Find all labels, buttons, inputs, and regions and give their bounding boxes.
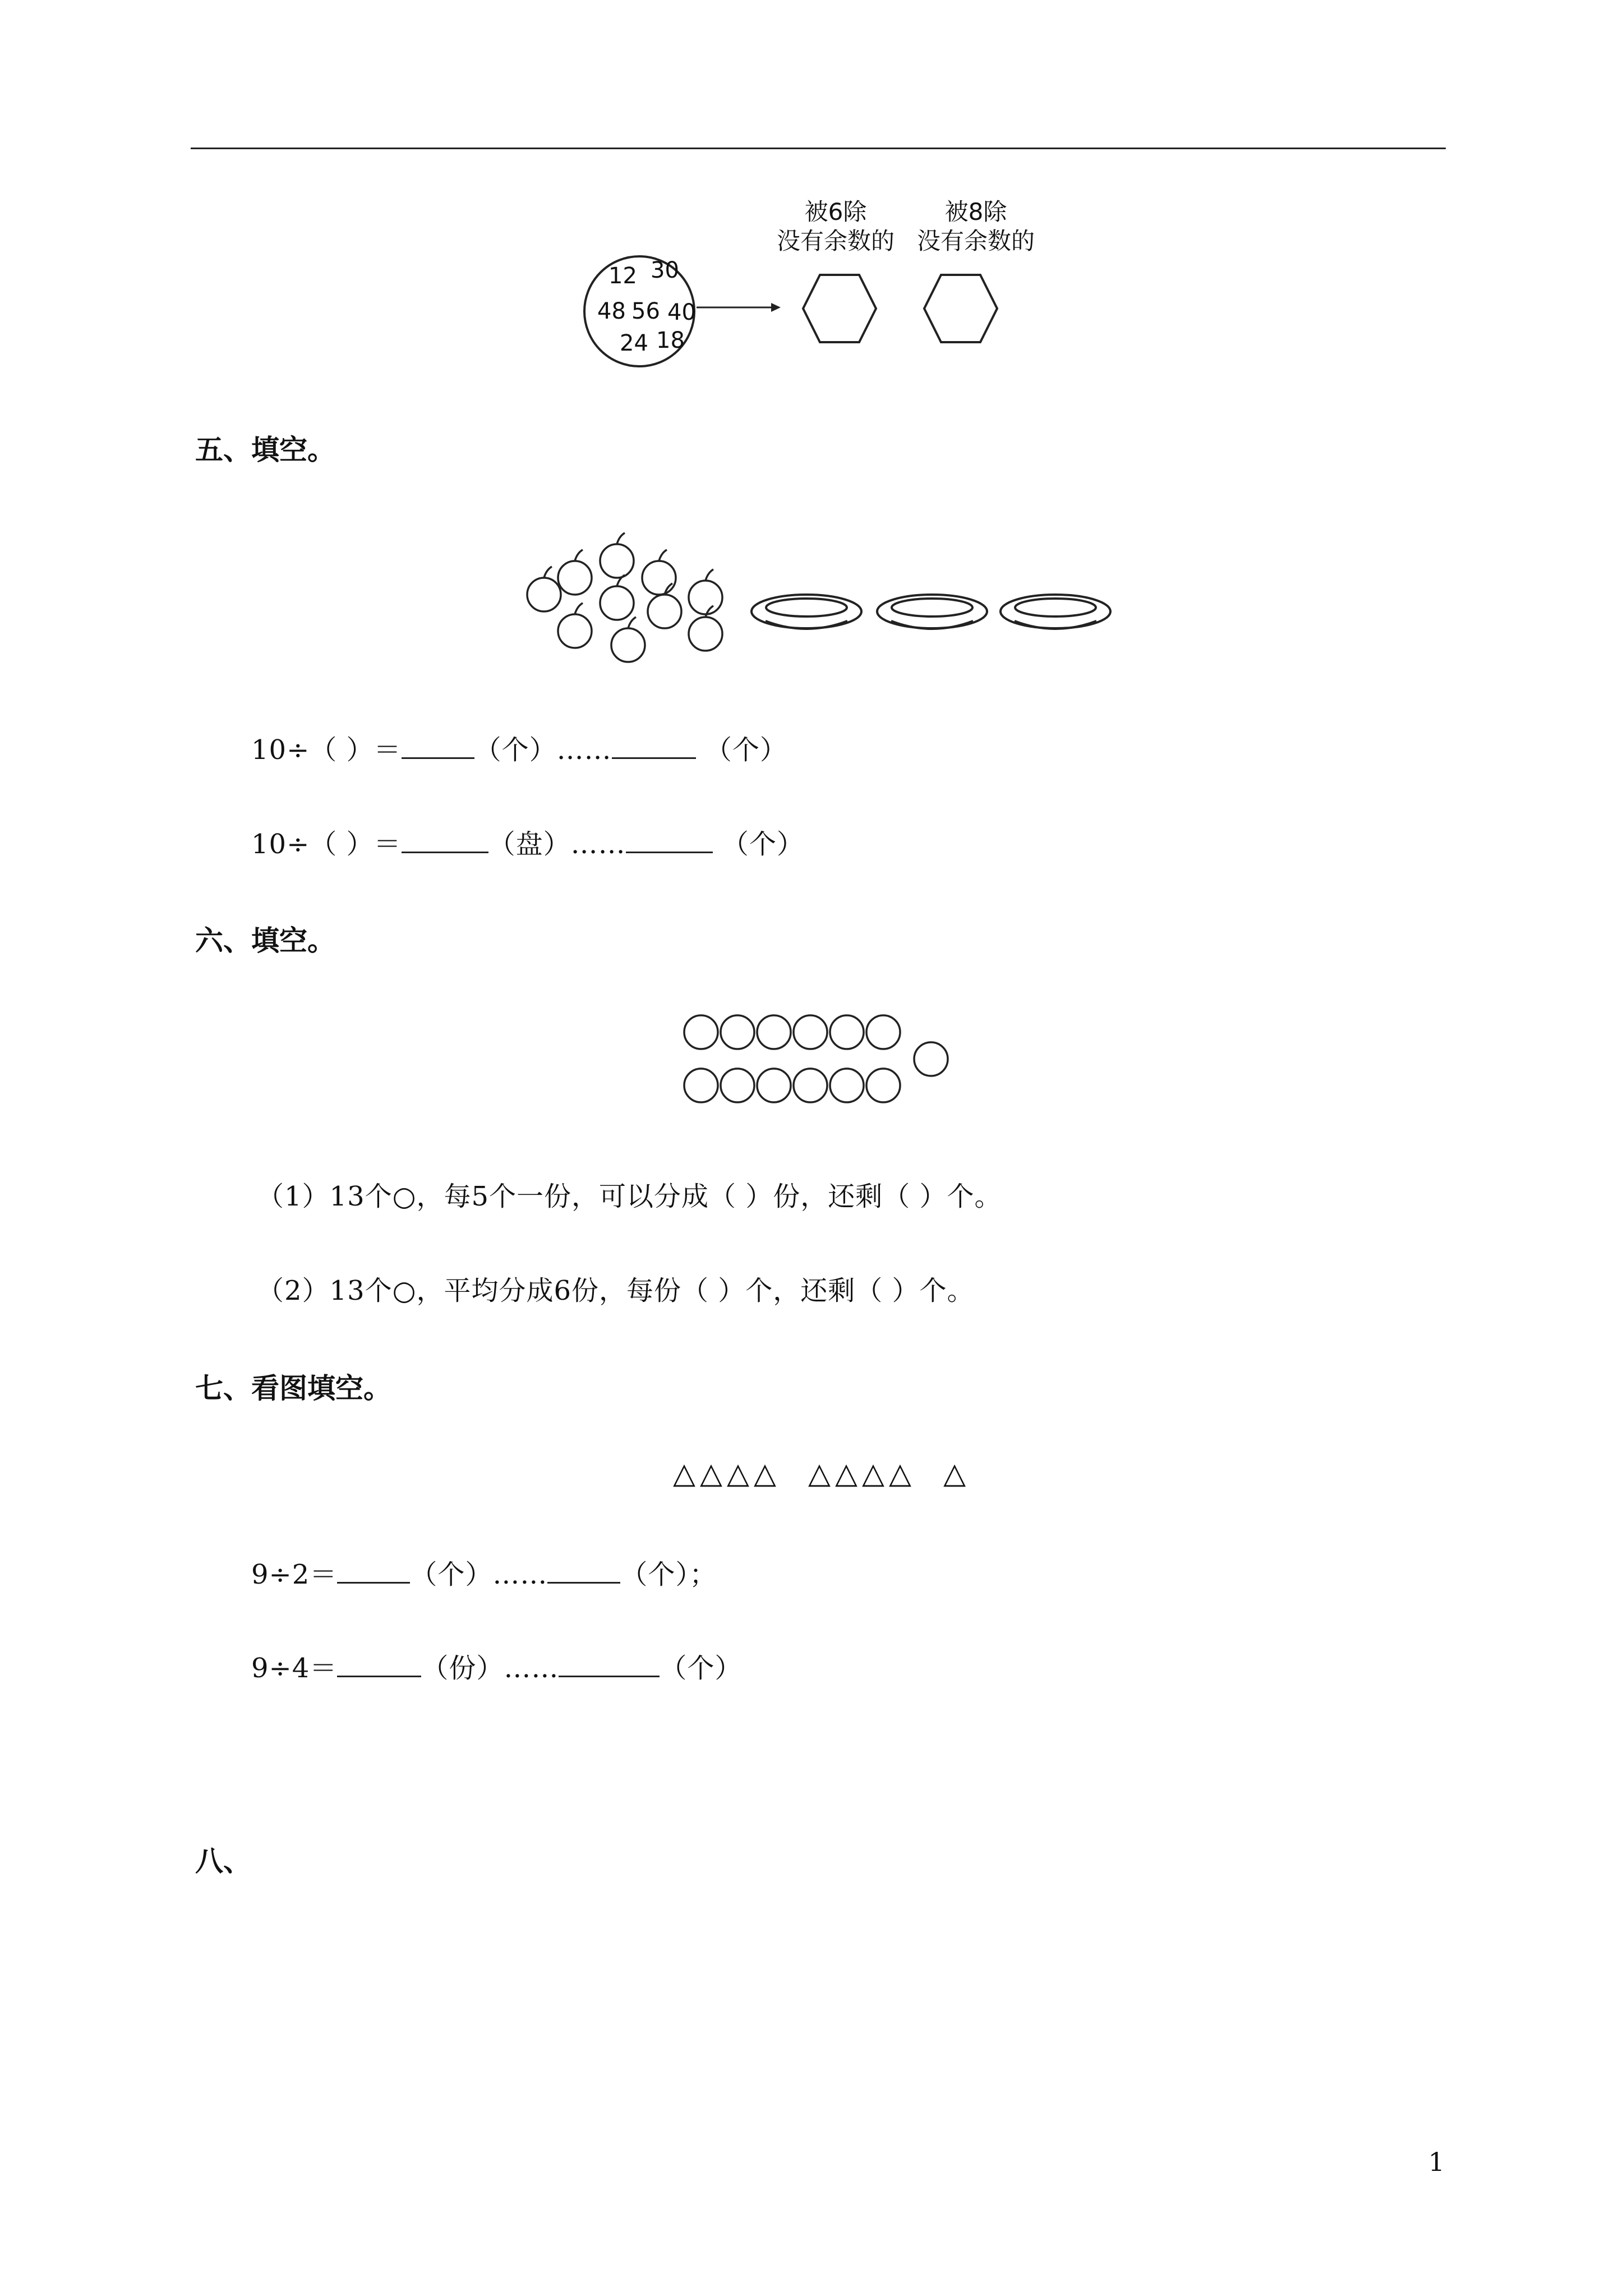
hexagon-divisible-by-8 xyxy=(924,275,997,342)
section5-line2: 10÷（ ）＝ （盘）…… （个） xyxy=(251,829,804,860)
page-number: 1 xyxy=(1428,2147,1445,2177)
circle-icon xyxy=(830,1069,864,1102)
apple-icon xyxy=(558,603,592,648)
section6-question1: （1）13个○，每5个一份，可以分成（ ）份，还剩（ ）个。 xyxy=(257,1181,1002,1212)
circle-icon xyxy=(794,1015,827,1049)
circle-number: 40 xyxy=(667,300,696,325)
circle-number: 18 xyxy=(656,328,685,353)
apple-icon xyxy=(600,533,634,578)
circle-icon xyxy=(757,1015,791,1049)
hexagon-divisible-by-6 xyxy=(803,275,876,342)
circle-icon xyxy=(684,1015,718,1049)
answer-blank[interactable] xyxy=(337,1653,421,1677)
apple-icon xyxy=(648,583,681,628)
apple-icon xyxy=(611,617,645,662)
circle-number: 12 xyxy=(608,263,637,289)
section5-heading: 五、填空。 xyxy=(195,433,335,466)
apple-icon xyxy=(689,606,722,651)
apple-icon xyxy=(642,550,676,595)
answer-blank[interactable] xyxy=(402,735,474,759)
plate-group xyxy=(751,595,1110,629)
answer-blank[interactable] xyxy=(612,735,696,759)
hexagon-label-8: 被8除 没有余数的 xyxy=(916,198,1035,255)
plate-icon xyxy=(1000,595,1110,629)
apple-icon xyxy=(527,567,561,611)
triangle-group: △△△△ xyxy=(673,1457,781,1490)
circles-figure xyxy=(679,1007,959,1108)
circle-icon xyxy=(830,1015,864,1049)
apple-icon xyxy=(689,569,722,614)
header-rule xyxy=(191,148,1446,149)
apples-and-plates-figure xyxy=(516,519,1122,670)
circle-icon xyxy=(866,1015,900,1049)
triangle-group: △△△△ xyxy=(808,1457,916,1490)
circle-icon xyxy=(721,1069,754,1102)
answer-blank[interactable] xyxy=(626,829,713,853)
apple-icon xyxy=(600,575,634,620)
hexagon-label-6: 被6除 没有余数的 xyxy=(776,198,895,255)
answer-blank[interactable] xyxy=(547,1559,620,1584)
arrow-head xyxy=(771,303,781,312)
circle-icon xyxy=(914,1042,948,1076)
circle-icon xyxy=(757,1069,791,1102)
section6-question2: （2）13个○，平均分成6份，每份（ ）个，还剩（ ）个。 xyxy=(257,1275,975,1306)
answer-blank[interactable] xyxy=(559,1653,660,1677)
section5-line1: 10÷（ ）＝ （个）…… （个） xyxy=(251,734,787,766)
section6-heading: 六、填空。 xyxy=(195,924,335,957)
circle-number: 56 xyxy=(631,298,660,324)
section8-heading: 八、 xyxy=(195,1844,251,1878)
apple-group xyxy=(527,533,722,662)
answer-blank[interactable] xyxy=(402,829,488,853)
circle-icon xyxy=(866,1069,900,1102)
section7-heading: 七、看图填空。 xyxy=(195,1372,391,1405)
plate-icon xyxy=(751,595,861,629)
section7-line2: 9÷4＝ （份）…… （个） xyxy=(251,1653,743,1684)
answer-blank[interactable] xyxy=(337,1559,410,1584)
circle-number: 48 xyxy=(597,298,626,324)
circle-icon xyxy=(721,1015,754,1049)
plate-icon xyxy=(877,595,987,629)
section7-line1: 9÷2＝ （个）…… （个）； xyxy=(251,1559,717,1590)
triangles-row xyxy=(673,1457,970,1490)
triangle-group: △ xyxy=(943,1457,971,1490)
circle-number: 30 xyxy=(651,257,679,283)
circle-icon xyxy=(794,1069,827,1102)
circle-icon xyxy=(684,1069,718,1102)
apple-icon xyxy=(558,550,592,595)
circle-number: 24 xyxy=(620,330,648,356)
